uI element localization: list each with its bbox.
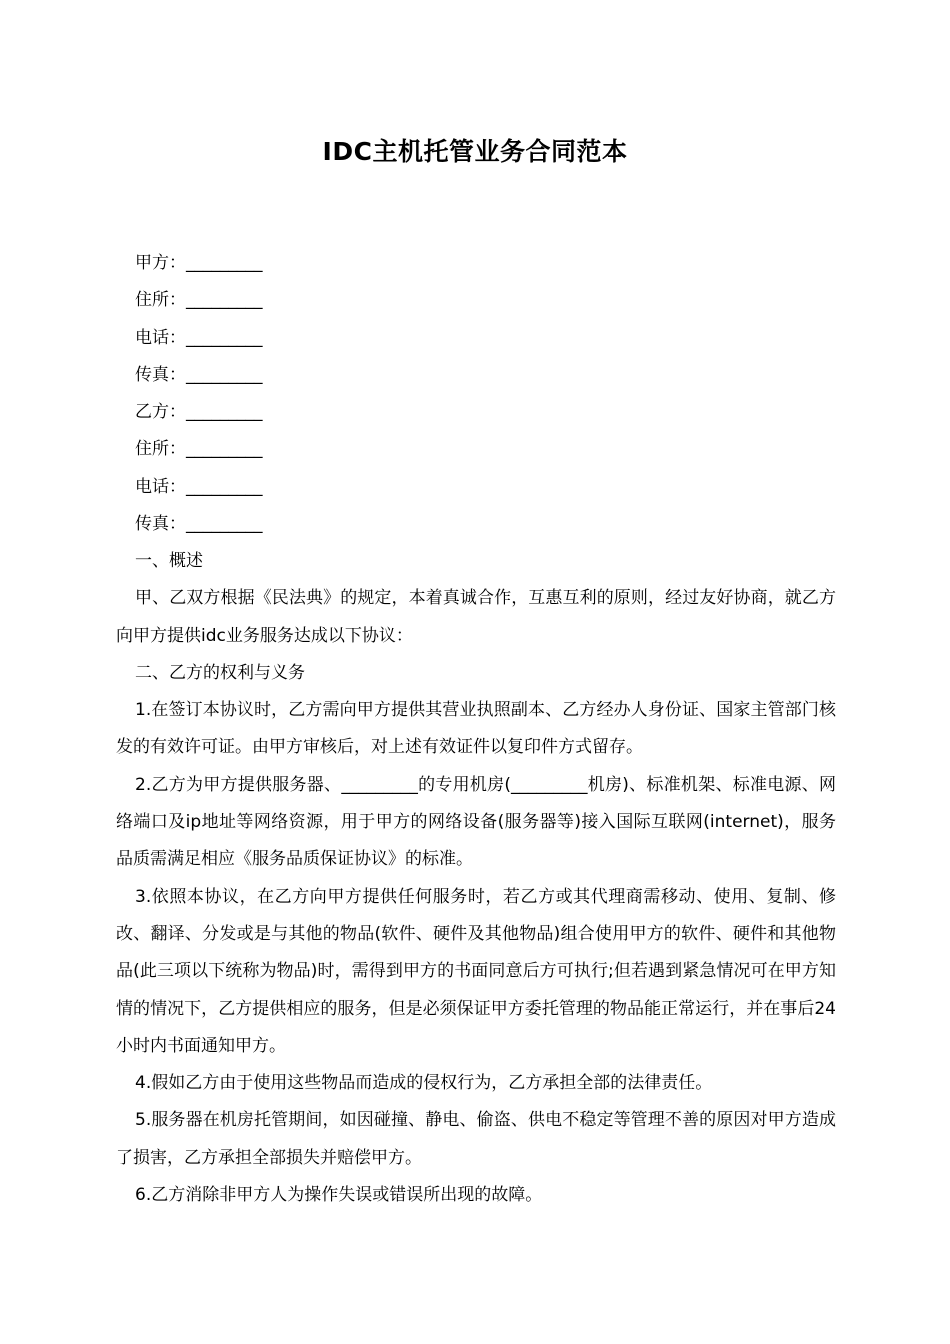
clause-2: 2.乙方为甲方提供服务器、_________的专用机房(_________机房)、标准机架、标准电源、网络端口及ip地址等网络资源，用于甲方的网络设备(服务器等)接入国际互联网(internet)，服务品质需满足相应《服务品质保证协议》的标准。: [116, 774, 836, 870]
party-b-phone-line: 电话：_________: [135, 476, 263, 497]
contract-body: [116, 543, 836, 1214]
clause-3: 3.依照本协议，在乙方向甲方提供任何服务时，若乙方或其代理商需移动、使用、复制、修改、翻译、分发或是与其他的物品(软件、硬件及其他物品)组合使用甲方的软件、硬件和其他物品(此三项以下统称为物品)时，需得到甲方的书面同意后方可执行;但若遇到紧急情况可在甲方知情的情况下，乙方提供相应的服务，但是必须保证甲方委托管理的物品能正常运行，并在事后24小时内书面通知甲方。: [116, 886, 836, 1056]
party-info-list: [135, 245, 263, 543]
party-a-name-line: 甲方：_________: [135, 253, 263, 273]
overview-paragraph: 甲、乙双方根据《民法典》的规定，本着真诚合作，互惠互利的原则，经过友好协商，就乙方向甲方提供idc业务服务达成以下协议：: [116, 588, 836, 646]
clause-5: 5.服务器在机房托管期间，如因碰撞、静电、偷盗、供电不稳定等管理不善的原因对甲方造成了损害，乙方承担全部损失并赔偿甲方。: [116, 1110, 836, 1168]
section-heading-rights-obligations: 二、乙方的权利与义务: [135, 662, 305, 683]
party-a-phone-line: 电话：_________: [135, 327, 263, 348]
clause-1: 1.在签订本协议时，乙方需向甲方提供其营业执照副本、乙方经办人身份证、国家主管部门核发的有效许可证。由甲方审核后，对上述有效证件以复印件方式留存。: [116, 700, 836, 758]
clause-4: 4.假如乙方由于使用这些物品而造成的侵权行为，乙方承担全部的法律责任。: [135, 1073, 713, 1094]
party-b-fax-line: 传真：_________: [135, 514, 263, 535]
party-a-address-line: 住所：_________: [135, 290, 263, 311]
document-title: IDC主机托管业务合同范本: [322, 137, 628, 166]
section-heading-overview: 一、概述: [135, 551, 203, 571]
party-b-name-line: 乙方：_________: [135, 402, 263, 423]
party-a-fax-line: 传真：_________: [135, 364, 263, 385]
party-b-address-line: 住所：_________: [135, 439, 263, 460]
clause-6: 6.乙方消除非甲方人为操作失误或错误所出现的故障。: [135, 1185, 543, 1206]
